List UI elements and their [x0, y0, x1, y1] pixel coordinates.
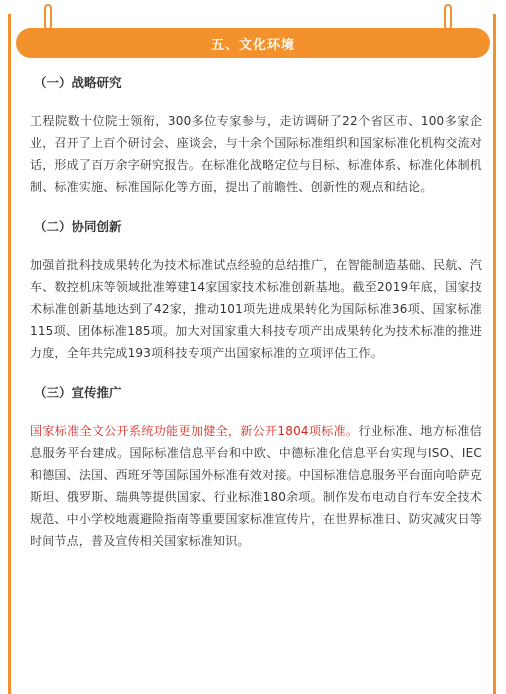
binder-ring-left: [44, 4, 52, 30]
highlight-text: 国家标准全文公开系统功能更加健全，新公开1804项标准。: [30, 424, 359, 438]
binder-rings: [0, 0, 506, 30]
content-body: [30, 72, 482, 570]
subheading-strategy: （一）战略研究: [34, 75, 122, 90]
subheading-innovation: （二）协同创新: [34, 219, 122, 234]
section-title: 五、文化环境: [210, 37, 295, 53]
paragraph-innovation: 加强首批科技成果转化为技术标准试点经验的总结推广，在智能制造基础、民航、汽车、数控机床等领域批准筹建14家国家技术标准创新基地。截至2019年底，国家技术标准创新基地达到了42家，推动101项先进成果转化为国际标准36项、国家标准115项、团体标准185项。加大对国家重大科技专项产出成果转化为技术标准的推进力度，全年共完成193项科技专项产出国家标准的立项评估工作。: [30, 258, 482, 360]
paragraph-strategy: 工程院数十位院士领衔，300多位专家参与，走访调研了22个省区市、100多家企业，召开了上百个研讨会、座谈会，与十余个国际标准组织和国家标准化机构交流对话，形成了百万余字研究报告。在标准化战略定位与目标、标准体系、标准化体制机制、标准实施、标准国际化等方面，提出了前瞻性、创新性的观点和结论。: [30, 114, 482, 194]
subheading-promotion: （三）宣传推广: [34, 385, 122, 400]
paragraph-promotion-text: 行业标准、地方标准信息服务平台建成。国际标准信息平台和中欧、中德标准化信息平台实现与ISO、IEC和德国、法国、西班牙等国际国外标准有效对接。中国标准信息服务平台面向哈萨克斯坦、俄罗斯、瑞典等提供国家、行业标准180余项。制作发布电动自行车安全技术规范、中小学校地震避险指南等重要国家标准宣传片，在世界标准日、防灾减灾日等时间节点，普及宣传相关国家标准知识。: [30, 424, 482, 548]
section-header: [16, 28, 490, 58]
binder-ring-right: [444, 4, 452, 30]
paragraph-promotion: [30, 420, 482, 552]
